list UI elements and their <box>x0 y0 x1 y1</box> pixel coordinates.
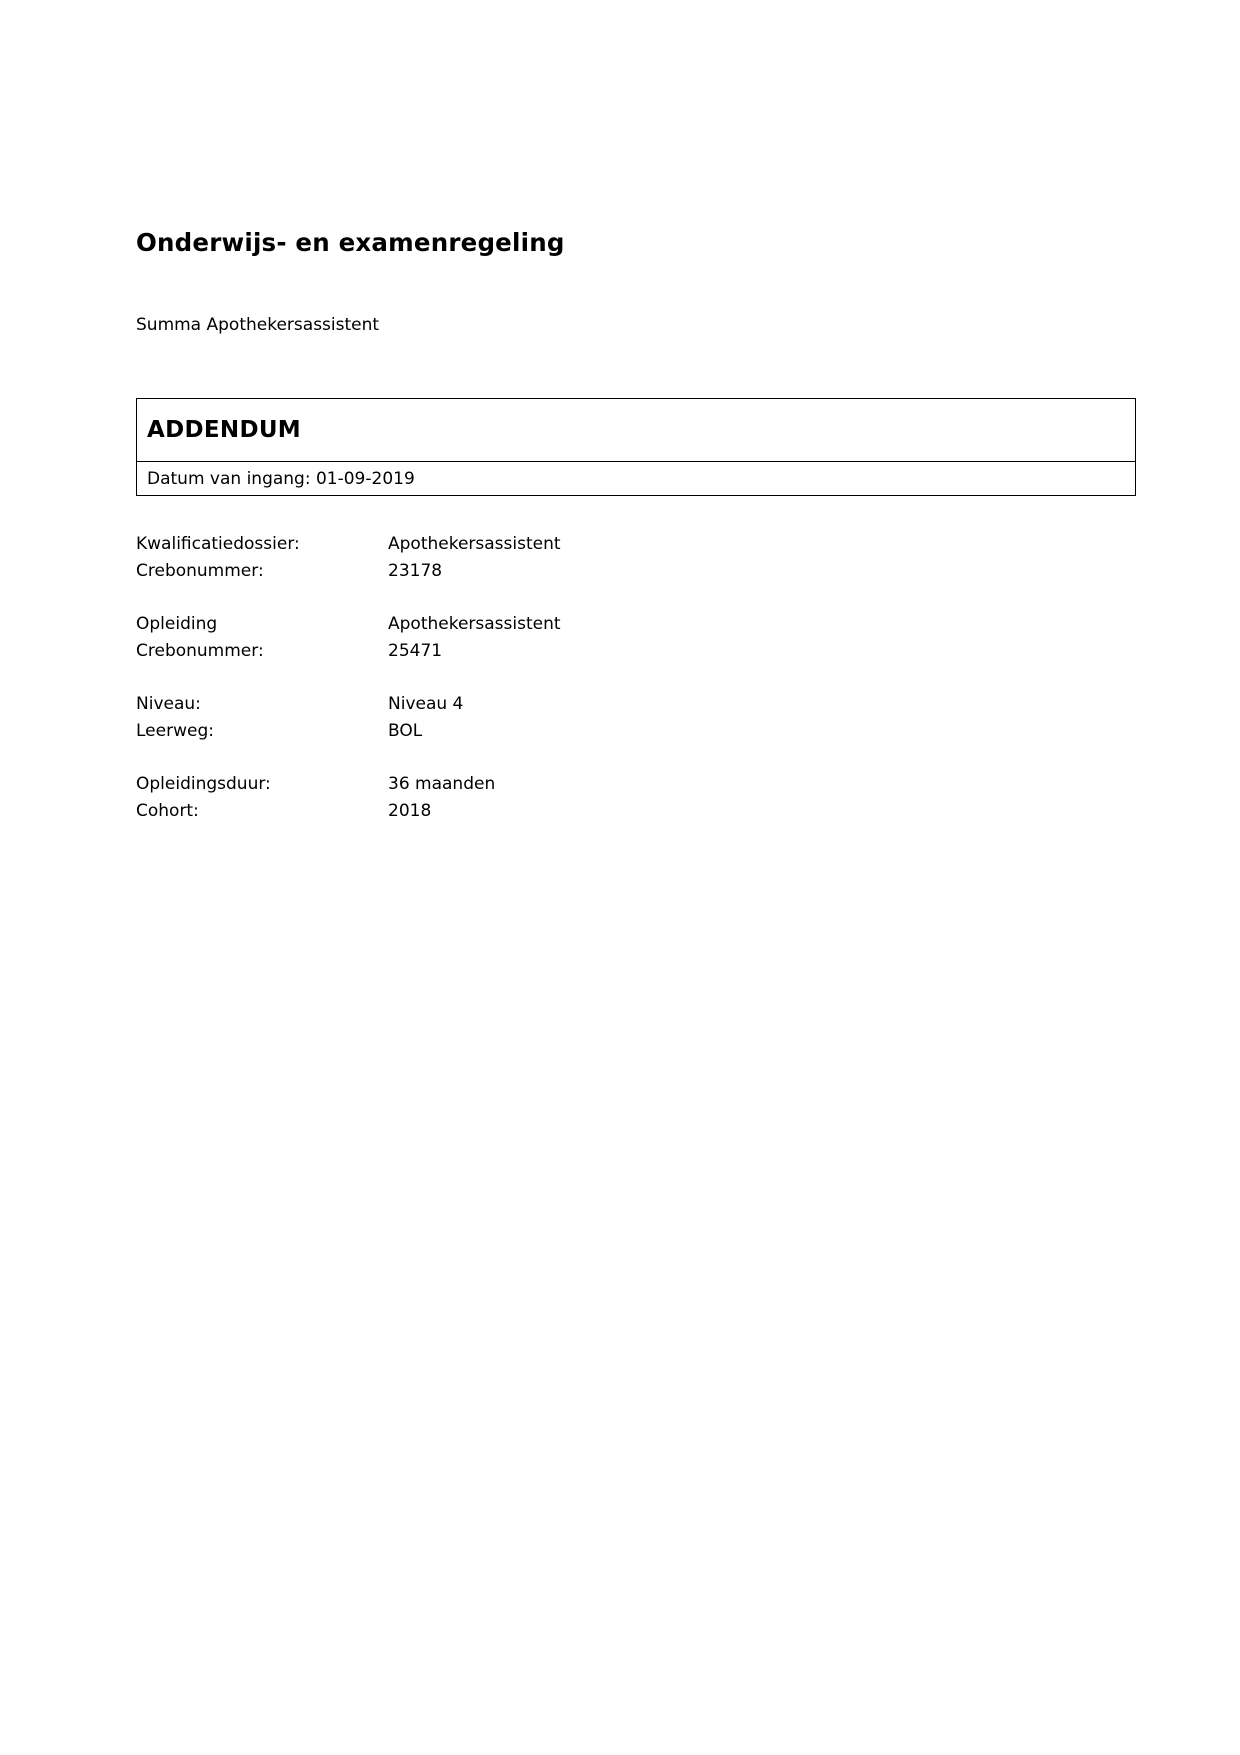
detail-value: Apothekersassistent <box>388 534 561 554</box>
detail-group-level <box>136 691 1136 745</box>
detail-label: Opleiding <box>136 614 218 634</box>
detail-value: 25471 <box>388 641 443 661</box>
document-subtitle: Summa Apothekersassistent <box>136 315 380 335</box>
addendum-box <box>136 398 1136 496</box>
detail-label: Cohort: <box>136 801 199 821</box>
addendum-date-row <box>137 462 1135 495</box>
detail-label: Opleidingsduur: <box>136 774 271 794</box>
detail-value: 36 maanden <box>388 774 496 794</box>
detail-label: Kwalificatiedossier: <box>136 534 300 554</box>
detail-row <box>136 718 1136 745</box>
addendum-start-date: Datum van ingang: 01-09-2019 <box>147 468 415 489</box>
detail-group-qualification <box>136 531 1136 585</box>
page-title: Onderwijs- en examenregeling <box>136 228 565 258</box>
detail-row <box>136 798 1136 825</box>
detail-label: Crebonummer: <box>136 561 264 581</box>
detail-row <box>136 558 1136 585</box>
addendum-header-row <box>137 399 1135 462</box>
detail-value: 23178 <box>388 561 443 581</box>
detail-label: Leerweg: <box>136 721 214 741</box>
detail-value: 2018 <box>388 801 432 821</box>
addendum-heading: ADDENDUM <box>147 417 301 443</box>
detail-row <box>136 611 1136 638</box>
detail-group-duration <box>136 771 1136 825</box>
detail-row <box>136 771 1136 798</box>
detail-label: Crebonummer: <box>136 641 264 661</box>
detail-group-program <box>136 611 1136 665</box>
detail-value: BOL <box>388 721 423 741</box>
details-list <box>136 531 1136 851</box>
detail-value: Niveau 4 <box>388 694 464 714</box>
detail-label: Niveau: <box>136 694 201 714</box>
detail-value: Apothekersassistent <box>388 614 561 634</box>
detail-row <box>136 638 1136 665</box>
detail-row <box>136 691 1136 718</box>
detail-row <box>136 531 1136 558</box>
